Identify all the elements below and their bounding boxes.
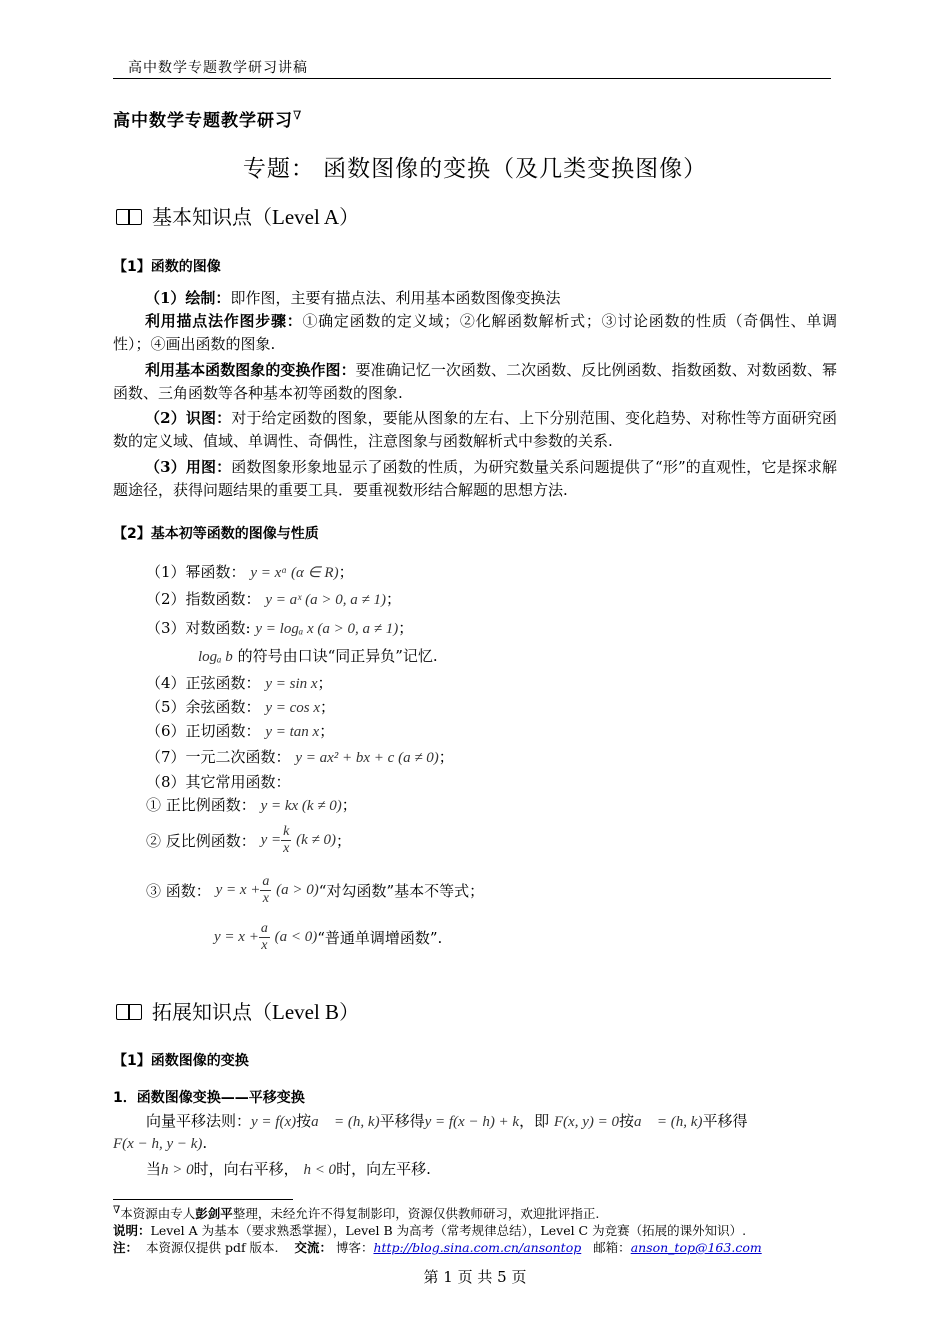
section-a-suffix: ） [339, 205, 360, 229]
fraction-denominator: x [262, 890, 269, 906]
section-b-level: Level B [272, 1000, 340, 1024]
item-formula: y = xᵅ (α ∈ R) [250, 565, 339, 581]
fraction-numerator: k [283, 823, 290, 839]
item-end: 的符号由口诀“同正异负”记忆. [237, 647, 438, 665]
text: 平移得 [702, 1112, 748, 1130]
other-lhs: y = x + [215, 881, 261, 898]
other-condition: (k ≠ 0) [296, 831, 336, 848]
other-condition: (a > 0) [276, 881, 319, 898]
other-label: ③ 函数： [146, 881, 211, 900]
part3-heading: 【1】函数图像的变换 [113, 1053, 249, 1069]
text: 时，向左平移. [336, 1160, 431, 1178]
blog-link[interactable]: http://blog.sina.com.cn/ansontop [373, 1240, 582, 1255]
footnote-3 [113, 1238, 762, 1256]
item-exponential [146, 588, 401, 609]
item-label: （4）正弦函数： [146, 674, 261, 692]
footnote-1 [113, 1204, 599, 1222]
text: 时，向右平移， [193, 1160, 299, 1178]
item-label: （7）一元二次函数： [146, 748, 291, 766]
text: 本资源由专人 [120, 1206, 196, 1222]
text: 当 [146, 1160, 162, 1178]
brand-line [113, 106, 302, 131]
item-label: （5）余弦函数： [146, 698, 261, 716]
item-label: （1）幂函数： [146, 563, 246, 581]
item-formula: y = aˣ (a > 0, a ≠ 1) [265, 592, 386, 608]
item-sin [146, 672, 333, 693]
fraction [260, 874, 271, 907]
other-end: ； [341, 796, 357, 814]
part1-p2 [113, 310, 837, 356]
other-inverse [146, 818, 351, 862]
other-lhs: y = [260, 831, 282, 848]
text: 按 [618, 1112, 634, 1130]
part1-p4 [113, 407, 837, 453]
item-formula: y = ax² + bx + c (a ≠ 0) [295, 750, 439, 766]
fraction-numerator: a [262, 873, 270, 889]
item-formula: y = logₐ x (a > 0, a ≠ 1) [255, 621, 399, 637]
text: ，即 [519, 1112, 550, 1130]
item-tan [146, 720, 334, 741]
other-text: “普通单调增函数”. [317, 928, 443, 947]
text: 按 [296, 1112, 312, 1130]
part1-heading: 【1】函数的图像 [113, 259, 221, 275]
item-end: ； [319, 722, 335, 740]
section-b-title [116, 996, 359, 1025]
p4-label: （2）识图： [145, 409, 232, 427]
other-end: ； [335, 831, 351, 850]
other-increasing-function [214, 915, 442, 959]
p2-text: ①确定函数的定义域；②化解函数解析式；③讨论函数的性质（奇偶性、单调性）；④画出函数的图象. [113, 312, 837, 353]
p5-label: （3）用图： [145, 458, 232, 476]
translation-rule-line1 [146, 1110, 747, 1131]
other-formula: y = kx (k ≠ 0) [260, 798, 342, 814]
formula: y = f(x − h) + k [424, 1114, 520, 1130]
p1-text: 即作图，主要有描点法、利用基本函数图像变换法 [230, 289, 561, 307]
p4-text: 对于给定函数的图象，要能从图象的左右、上下分别范围、变化趋势、对称性等方面研究函数的定义域、值域、单调性、奇偶性，注意图象与函数解析式中参数的关系. [113, 409, 837, 450]
part3-sub-heading: 1．函数图像变换——平移变换 [113, 1090, 305, 1106]
translation-rule-line3 [146, 1158, 431, 1179]
text: Level A 为基本（要求熟悉掌握），Level B 为高考（常考规律总结），Level C 为竞赛（拓展的课外知识）. [150, 1223, 747, 1238]
item-end: ； [338, 563, 354, 581]
running-header: 高中数学专题教学研习讲稿 [128, 60, 308, 76]
text: 本资源仅提供 pdf 版本. [145, 1240, 279, 1255]
label: 邮箱： [593, 1240, 631, 1255]
item-label: （2）指数函数： [146, 590, 261, 608]
formula: F(x, y) = 0 [553, 1114, 619, 1130]
p5-text: 函数图象形象地显示了函数的性质，为研究数量关系问题提供了“形”的直观性，它是探求解题途径，获得问题结果的重要工具．要重视数形结合解题的思想方法. [113, 458, 837, 499]
item-formula: y = cos x [265, 700, 321, 716]
item-power [146, 561, 354, 582]
label: 说明： [113, 1223, 151, 1238]
item-label: （3）对数函数: [146, 619, 251, 637]
part1-p3 [113, 359, 837, 405]
part2-heading: 【2】基本初等函数的图像与性质 [113, 526, 319, 542]
p3-label: 利用基本函数图象的变换作图： [145, 361, 356, 379]
item-end: ； [317, 674, 333, 692]
other-label: ② 反比例函数： [146, 831, 256, 850]
fraction-denominator: x [261, 937, 268, 953]
item-log-note [198, 645, 438, 666]
other-condition: (a < 0) [274, 928, 318, 945]
fraction-numerator: a [260, 920, 268, 936]
formula: a⃗ = (h, k) [311, 1114, 380, 1130]
formula: y = f(x) [251, 1114, 297, 1130]
footnote-mark: ∇ [113, 1204, 121, 1216]
item-end: ； [398, 619, 414, 637]
item-log [146, 617, 413, 638]
section-b-suffix: ） [339, 1000, 360, 1024]
formula: h > 0 [161, 1162, 194, 1178]
item-formula: logₐ b [198, 649, 233, 665]
translation-rule-line2 [113, 1134, 207, 1153]
page-number: 第 1 页 共 5 页 [423, 1268, 527, 1286]
other-proportional [146, 794, 357, 815]
item-end: ； [438, 748, 454, 766]
item-other [146, 771, 291, 792]
brand-text: 高中数学专题教学研习 [113, 111, 293, 131]
item-label: （6）正切函数： [146, 722, 261, 740]
header-rule [113, 78, 831, 79]
section-b-prefix: 拓展知识点（ [152, 1000, 272, 1024]
fraction [259, 921, 270, 954]
item-end: ； [320, 698, 336, 716]
part1-p5 [113, 456, 837, 502]
item-label: （8）其它常用函数： [146, 773, 291, 791]
email-link[interactable]: anson_top@163.com [630, 1240, 762, 1255]
item-quadratic [146, 746, 454, 767]
other-label: ① 正比例函数： [146, 796, 256, 814]
item-end: ； [385, 590, 401, 608]
text: 平移得 [379, 1112, 425, 1130]
formula: a⃗ = (h, k) [634, 1114, 703, 1130]
p2-label: 利用描点法作图步骤： [145, 312, 303, 330]
other-lhs: y = x + [214, 928, 259, 945]
book-icon [116, 1003, 142, 1021]
section-a-level: Level A [272, 205, 340, 229]
p3-text: 要准确记忆一次函数、二次函数、反比例函数、指数函数、对数函数、幂函数、三角函数等各种基本初等函数的图象. [113, 361, 837, 402]
item-cos [146, 696, 335, 717]
author-name: 彭剑平 [195, 1206, 233, 1222]
footnote-rule [113, 1199, 293, 1200]
label: 注： [113, 1240, 139, 1255]
item-formula: y = sin x [265, 676, 318, 692]
book-icon [116, 208, 142, 226]
section-a-title [116, 201, 359, 230]
text: 整理，未经允许不得复制影印，资源仅供教师研习，欢迎批评指正. [232, 1206, 600, 1222]
part1-p1 [113, 287, 837, 310]
text: 向量平移法则： [146, 1112, 252, 1130]
text: . [202, 1134, 208, 1152]
item-formula: y = tan x [265, 724, 320, 740]
fraction [281, 824, 291, 857]
formula: h < 0 [303, 1162, 337, 1178]
p1-label: （1）绘制： [145, 289, 231, 307]
page-title: 专题： 函数图像的变换（及几类变换图像） [242, 156, 708, 182]
label: 博客： [335, 1240, 374, 1255]
label: 交流： [294, 1240, 332, 1255]
other-tick-function [146, 868, 484, 912]
footnote-2 [113, 1221, 746, 1239]
formula: F(x − h, y − k) [113, 1136, 203, 1152]
other-text: “对勾函数”基本不等式； [318, 881, 485, 900]
section-a-prefix: 基本知识点（ [152, 205, 272, 229]
brand-mark: ∇ [293, 108, 303, 123]
fraction-denominator: x [283, 840, 290, 856]
